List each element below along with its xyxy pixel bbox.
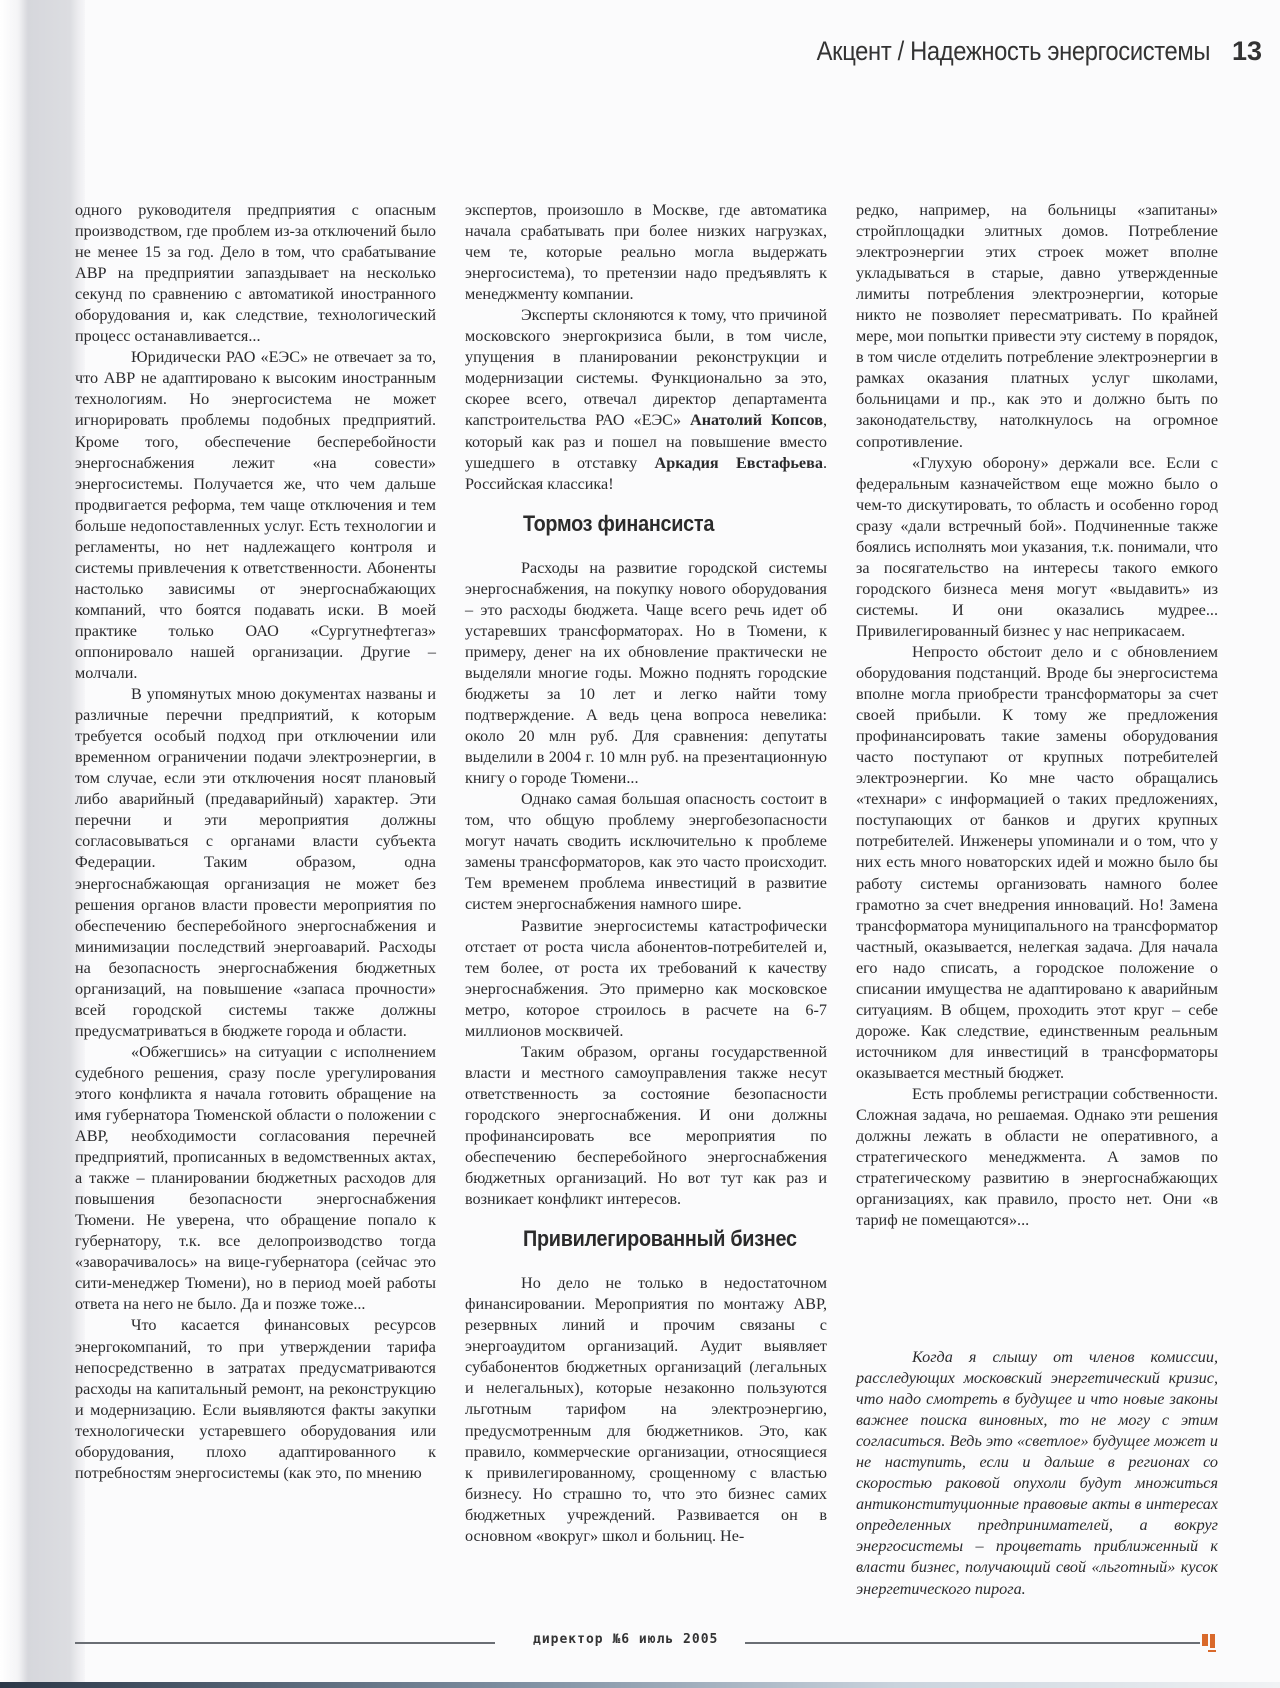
article-column-2	[465, 200, 827, 1547]
magazine-logo-icon	[1200, 1632, 1218, 1654]
subheading: Тормоз финансиста	[523, 510, 715, 536]
person-name: Анатолий Копсов	[690, 411, 823, 430]
person-name: Аркадия Евстафьева	[654, 453, 823, 472]
paragraph: Расходы на развитие городской системы энергоснабжения, на покупку нового оборудования – это расходы бюджета. Чаще всего речь идет об устаревших трансформаторах. Но в Тюмени, к примеру, денег на их обновление практически не выделяли многие годы. Можно поднять городские бюджеты за 10 лет и легко найти тому подтверждение. А ведь цена вопроса невелика: около 20 млн руб. Для сравнения: депутаты выделили в 2004 г. 10 млн руб. на презентационную книгу о городе Тюмени...	[465, 558, 827, 788]
paragraph: Непросто обстоит дело и с обновлением оборудования подстанций. Вроде бы энергосистема вполне могла приобрести трансформаторы за счет своей прибыли. К тому же предложения профинансировать такие замены оборудования часто поступают от крупных потребителей электроэнергии. Ко мне часто обращались «технари» с информацией о таких предложениях, поступающих от банков и других крупных потребителей. Инженеры упоминали и о том, что у них есть много новаторских идей и можно было бы работу системы организовать намного более грамотно за счет внедрения инноваций. Но! Замена трансформатора муниципального на трансформатор частный, оказывается, нелегкая задача. Для начала его надо списать, а городское положение о списании имущества не адаптировано к аварийным ситуациям. В общем, проходить этот круг – себе дороже. Как следствие, единственным реальным источником для инвестиций в трансформаторы оказывается местный бюджет.	[856, 642, 1218, 1082]
pull-quote	[856, 1347, 1218, 1600]
paragraph: В упомянутых мною документах названы и различные перечни предприятий, к которым требуется особый подход при отключении или временном ограничении подачи электроэнергии, в том случае, если эти отключения носят плановый либо аварийный (предаварийный) характер. Эти перечни и эти мероприятия должны согласовываться с органами власти субъекта Федерации. Таким образом, одна энергоснабжающая организация не может без решения органов власти провести мероприятия по обеспечению бесперебойного энергоснабжения и минимизации последствий энергоаварий. Расходы на безопасность энергоснабжения бюджетных организаций, на повышение «запаса прочности» всей городской системы также должны предусматриваться в бюджете города и области.	[75, 685, 436, 1040]
paragraph: редко, например, на больницы «запитаны» стройплощадки элитных домов. Потребление электроэнергии этих строек может вполне укладываться в старые, давно утвержденные лимиты потребления электроэнергии, которые никто не позволяет пересматривать. По крайней мере, мои попытки привести эту систему в порядок, в том числе отделить потребление электроэнергии в рамках оказания платных услуг школами, больницами и пр., как это и должно быть по законодательству, натолкнулось на огромное сопротивление.	[856, 201, 1218, 451]
footer-rule	[75, 1642, 495, 1644]
paragraph: «Глухую оборону» держали все. Если с федеральным казначейством еще можно было о чем-то дискутировать, то область и особенно город сразу «дали встречный бой». Подчиненные также боялись исполнять мои указания, т.к. понимали, что за посягательство на интересы такого емкого городского бизнеса меня могут «выдавить» из системы. И они оказались мудрее... Привилегированный бизнес у нас неприкасаем.	[856, 453, 1218, 640]
page-footer	[75, 1632, 1220, 1652]
paragraph: Есть проблемы регистрации собственности. Сложная задача, но решаемая. Однако эти решения должны лежать в области не оперативного, а стратегического менеджмента. А замов по стратегическому развитию в энергоснабжающих организациях, как правило, просто нет. Они «в тариф не помещаются»...	[856, 1084, 1218, 1230]
section-title: Акцент / Надежность энергосистемы	[816, 36, 1210, 66]
article-column-1	[75, 200, 436, 1484]
running-head	[763, 36, 1262, 76]
paragraph-text: Эксперты склоняются к тому, что причиной московского энергокризиса были, в том числе, упущения в планировании реконструкции и модернизации системы. Функционально за это, скорее всего, отвечал директор департамента капстроительства РАО «ЕЭС»	[465, 306, 827, 430]
footer-rule	[745, 1642, 1200, 1644]
paragraph: экспертов, произошло в Москве, где автоматика начала срабатывать при более низких нагрузках, чем те, которые реально могла выдержать энергосистема), то претензии надо предъявлять к менеджменту компании.	[465, 201, 827, 304]
scan-edge	[0, 1682, 1280, 1688]
article-column-3	[856, 200, 1218, 1231]
paragraph-text: , который как раз и пошел на повышение вместо ушедшего в отставку	[465, 411, 828, 472]
paragraph: Что касается финансовых ресурсов энергокомпаний, то при утверждении тарифа непосредственно в затратах предусматриваются расходы на капитальный ремонт, на реконструкцию и модернизацию. Если выявляются факты закупки технологически устаревшего оборудования или оборудования, плохо адаптированного к потребностям энергосистемы (как это, по мнению	[75, 1316, 436, 1482]
page-number: 13	[1231, 36, 1262, 66]
paragraph-text: . Российская классика!	[465, 453, 827, 493]
paragraph: одного руководителя предприятия с опасным производством, где проблем из-за отключений было не менее 15 за год. Дело в том, что срабатывание АВР на предприятии запаздывает на несколько секунд по сравнению с автоматикой иностранного оборудования и, как следствие, технологический процесс останавливается...	[75, 201, 436, 346]
paragraph: Развитие энергосистемы катастрофически отстает от роста числа абонентов-потребителей и, тем более, от роста их требований к качеству энергоснабжения. Это примерно как московское метро, которое строилось в расчете на 6-7 миллионов москвичей.	[465, 916, 827, 1040]
quote-text: Когда я слышу от членов комиссии, расследующих московский энергетический кризис, что надо смотреть в будущее и что новые законы важнее поиска виновных, то не могу с этим согласиться. Ведь это «светлое» будущее может и не наступить, если и дальше в регионах со скоростью раковой опухоли будут множиться антиконституционные правовые акты в интересах определенных предпринимателей, а вокруг энергосистемы – процветать приближенный к власти бизнес, получающий свой «льготный» кусок энергетического пирога.	[856, 1348, 1218, 1598]
paragraph: Однако самая большая опасность состоит в том, что общую проблему энергобезопасности могут начать сводить исключительно к проблеме замены трансформаторов, как это часто происходит. Тем временем проблема инвестиций в развитие систем энергоснабжения намного шире.	[465, 790, 827, 914]
page-gutter-shadow	[0, 0, 85, 1688]
paragraph: Но дело не только в недостаточном финансировании. Мероприятия по монтажу АВР, резервных линий и прочим связаны с энергоаудитом организаций. Аудит выявляет субабонентов бюджетных организаций (легальных и нелегальных), которые незаконно пользуются льготным тарифом на электроэнергию, предусмотренным для бюджетников. Это, как правило, коммерческие организации, относящиеся к привилегированному, срощенному с властью бизнесу. Но страшно то, что это бизнес самих бюджетных учреждений. Развивается он в основном «вокруг» школ и больниц. Не-	[465, 1274, 827, 1545]
subheading: Привилегированный бизнес	[523, 1226, 797, 1252]
issue-label: директор №6 июль 2005	[533, 1632, 719, 1647]
paragraph: Юридически РАО «ЕЭС» не отвечает за то, что АВР не адаптировано к высоким иностранным технологиям. Но энергосистема не может игнорировать проблемы подобных предприятий. Кроме того, обеспечение бесперебойности энергоснабжения лежит «на совести» энергосистемы. Получается же, что чем дальше продвигается реформа, тем чаще отключения и тем больше недопоставленных услуг. Есть технологии и регламенты, но нет надлежащего контроля и системы привлечения к ответственности. Абоненты настолько зависимы от энергоснабжающих компаний, что боятся подавать иски. В моей практике только ОАО «Сургутнефтегаз» оппонировало нашей организации. Другие – молчали.	[75, 348, 436, 683]
paragraph: Таким образом, органы государственной власти и местного самоуправления также несут ответственность за состояние безопасности городского энергоснабжения. И они должны профинансировать все мероприятия по обеспечению бесперебойного энергоснабжения бюджетных организаций. Но вот тут как раз и возникает конфликт интересов.	[465, 1042, 827, 1209]
paragraph: «Обжегшись» на ситуации с исполнением судебного решения, сразу после урегулирования этого конфликта я начала готовить обращение на имя губернатора Тюменской области о положении с АВР, необходимости согласования перечней предприятий, прописанных в ведомственных актах, а также – планировании бюджетных расходов для повышения безопасности энергоснабжения Тюмени. Не уверена, что обращение попало к губернатору, т.к. все делопроизводство тогда «заворачивалось» на вице-губернатора (сейчас это сити-менеджер Тюмени), но в период моей работы ответа на него не было. Да и позже тоже...	[75, 1042, 436, 1314]
paragraph	[465, 305, 827, 494]
